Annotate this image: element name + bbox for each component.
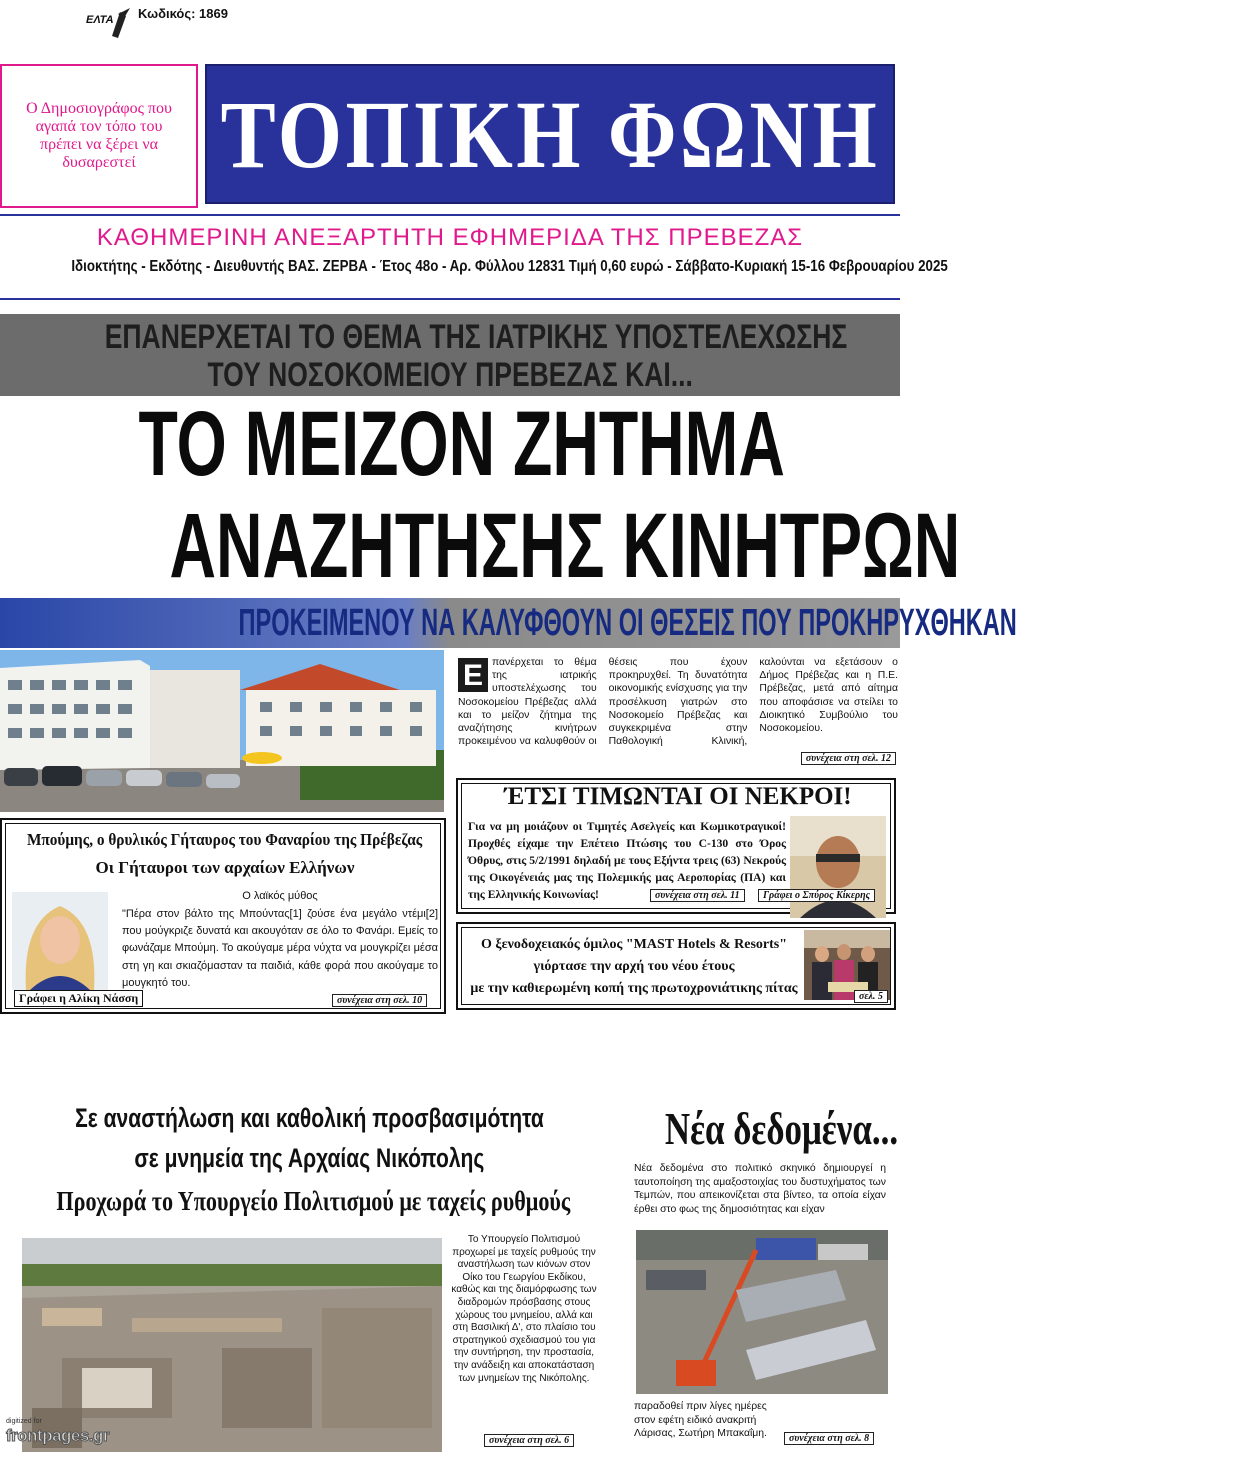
nikopolis-title bbox=[0, 1098, 618, 1178]
top-rule bbox=[0, 214, 900, 216]
motto-box bbox=[0, 64, 198, 208]
nikopolis-body: Το Υπουργείο Πολιτισμού προχωρεί με ταχείς ρυθμούς την αναστήλωση των κιόνων στον Οίκο του Γεωργίου Εκδίκου, καθώς και της διαμόρφωσης των διαδρομών πρόσβασης στους χώρους του μνημείου, αλλά και στη Βασιλική Δ', στο πλαίσιο του στρατηγικού σχεδιασμού του για την συντήρηση, την προστασία, την ανάδειξη και αποκατάσταση των μνημείων της Νικόπολης. bbox=[451, 1234, 597, 1384]
mast-text bbox=[464, 934, 804, 1000]
nikopolis-photo bbox=[22, 1238, 442, 1452]
headline-deck-text: ΠΡΟΚΕΙΜΕΝΟΥ ΝΑ ΚΑΛΥΦΘΟΥΝ ΟΙ ΘΕΣΕΙΣ ΠΟΥ ΠΡΟΚΗΡΥΧΘΗΚΑΝ bbox=[238, 602, 1017, 644]
motto-text: Ο Δημοσιογράφος που αγαπά τον τόπο του πρέπει να ξέρει να δυσαρεστεί bbox=[26, 100, 172, 171]
myth-title-2: Οι Γήταυροι των αρχαίων Ελλήνων bbox=[95, 858, 355, 877]
issue-info-line bbox=[0, 258, 948, 276]
dead-box bbox=[456, 778, 896, 914]
author-photo-nassi bbox=[12, 892, 108, 990]
myth-title-1-text: Μπούμης, ο θρυλικός Γήταυρος του Φαναρίου της Πρέβεζας bbox=[27, 830, 423, 849]
dead-title: ΈΤΣΙ ΤΙΜΩΝΤΑΙ ΟΙ ΝΕΚΡΟΙ! bbox=[504, 783, 852, 810]
nikopolis-subtitle-text: Προχωρά το Υπουργείο Πολιτισμού με ταχείς ρυθμούς bbox=[56, 1186, 571, 1216]
dead-continued-link[interactable]: συνέχεια στη σελ. 11 bbox=[650, 889, 745, 902]
issue-info-text: Ιδιοκτήτης - Εκδότης - Διευθυντής ΒΑΣ. ΖΕΡΒΑ - Έτος 48ο - Αρ. Φύλλου 12831 Τιμή 0,60 ευρώ - Σάββατο-Κυριακή 15-16 Φεβρουαρίου 2025 bbox=[71, 258, 948, 275]
myth-title-1 bbox=[2, 830, 448, 850]
masthead-title: ΤΟΠΙΚΗ ΦΩΝΗ bbox=[220, 80, 880, 188]
mast-line-1: Ο ξενοδοχειακός όμιλος "MAST Hotels & Resorts" bbox=[480, 937, 787, 952]
headline-kicker bbox=[0, 314, 900, 396]
myth-box bbox=[0, 818, 446, 1014]
dead-line-1: Για να μη μοιάζουν οι Τιμητές Ασελγείς και Κωμικοτραγικοί! bbox=[468, 820, 786, 833]
myth-continued-link[interactable]: συνέχεια στη σελ. 10 bbox=[332, 994, 427, 1007]
dead-author: Γράφει ο Σπύρος Κίκερης bbox=[758, 889, 875, 902]
headline-line-2-text: ΑΝΑΖΗΤΗΣΗΣ ΚΙΝΗΤΡΩΝ bbox=[169, 495, 961, 597]
myth-subhead: Ο λαϊκός μύθος bbox=[242, 890, 318, 902]
author-photo bbox=[790, 816, 886, 918]
nikopolis-subtitle bbox=[0, 1186, 618, 1217]
digitized-label: digitized for bbox=[6, 1418, 42, 1425]
nikopolis-title-line-1: Σε αναστήλωση και καθολική προσβασιμότητα bbox=[74, 1103, 544, 1133]
headline-line-1 bbox=[0, 394, 900, 494]
myth-body: "Πέρα στον βάλτο της Μπούντας[1] ζούσε ένα μεγάλο ντέμι[2] που μούγκριζε δυνατά και ακουγόταν σε όλο το Φανάρι. Εμείς το φωνάζαμε Μπούμη. Το ακούγαμε μέρα νύχτα να μουγκρίζει μέσα στη γη και σκιαζόμασταν τα παιδιά, κάθε φορά που ακούγαμε το μουγκητό του. bbox=[122, 908, 438, 989]
new-data-body: Νέα δεδομένα στο πολιτικό σκηνικό δημιουργεί η ταυτοποίηση της αμαξοστοιχίας του δυστυχήματος των Τεμπών, που απεικονίζεται στα βίντεο, τα οποία είχαν έρθει στο φως της δημοσιότητας και είχαν bbox=[634, 1163, 886, 1215]
kicker-line-1: ΕΠΑΝΕΡΧΕΤΑΙ ΤΟ ΘΕΜΑ ΤΗΣ ΙΑΤΡΙΚΗΣ ΥΠΟΣΤΕΛΕΧΩΣΗΣ bbox=[104, 318, 848, 356]
bottom-rule bbox=[0, 298, 900, 300]
lead-text-2: Τη δυνατότητα οικονομικής ενίσχυσης για την προσέλκυση γιατρών στο Νοσοκομείο Πρέβεζας και συγκεκριμένα στην Παθολογική Κλινική, καλούνται να εξετάσουν ο Δήμος Πρέβεζας και η Π.Ε. Πρέβεζας, μετά από αίτημα που αποφάσισε να στείλει το Διοικητικό Συμβούλιο του Νοσοκομείου. bbox=[608, 657, 898, 748]
mast-line-3: με την καθιερωμένη κοπή της πρωτοχρονιάτικης πίτας bbox=[470, 981, 798, 996]
mast-page-link[interactable]: σελ. 5 bbox=[854, 990, 888, 1003]
lead-continued-link[interactable]: συνέχεια στη σελ. 12 bbox=[801, 752, 896, 765]
elta-logo bbox=[82, 6, 132, 40]
myth-author: Γράφει η Αλίκη Νάσση bbox=[14, 990, 143, 1007]
dropcap: Ε bbox=[458, 658, 488, 692]
new-data-body-2: παραδοθεί πριν λίγες ημέρες στον εφέτη ειδικό ανακριτή Λάρισας, Σωτήρη Μπακαΐμη. bbox=[634, 1401, 767, 1440]
headline-deck bbox=[0, 598, 1017, 648]
kicker-line-2: ΤΟΥ ΝΟΣΟΚΟΜΕΙΟΥ ΠΡΕΒΕΖΑΣ ΚΑΙ... bbox=[207, 356, 693, 394]
headline-line-1-text: ΤΟ ΜΕΙΖΟΝ ΖΗΤΗΜΑ bbox=[138, 393, 785, 495]
hospital-photo bbox=[0, 650, 444, 812]
paper-code: Κωδικός: 1869 bbox=[138, 6, 228, 21]
elta-logo-text: ΕΛΤΑ bbox=[86, 14, 114, 26]
paper-subtitle: ΚΑΘΗΜΕΡΙΝΗ ΑΝΕΞΑΡΤΗΤΗ ΕΦΗΜΕΡΙΔΑ ΤΗΣ ΠΡΕΒΕΖΑΣ bbox=[96, 224, 804, 251]
train-crash-photo bbox=[636, 1230, 888, 1394]
nikopolis-continued-link[interactable]: συνέχεια στη σελ. 6 bbox=[484, 1434, 574, 1447]
new-data-title-text: Νέα δεδομένα... bbox=[664, 1103, 899, 1154]
new-data-title bbox=[628, 1102, 900, 1155]
mast-line-2: γιόρτασε την αρχή του νέου έτους bbox=[533, 959, 735, 974]
mast-box bbox=[456, 922, 896, 1010]
new-data-continued-link[interactable]: συνέχεια στη σελ. 8 bbox=[784, 1432, 874, 1445]
nikopolis-title-line-2: σε μνημεία της Αρχαίας Νικόπολης bbox=[133, 1143, 485, 1173]
headline-line-2 bbox=[0, 495, 961, 597]
frontpages-watermark: frontpages.gr bbox=[6, 1426, 110, 1445]
lead-text-1: πανέρχεται το θέμα της ιατρικής υποστελέχωσης του Νοσοκομείου Πρέβεζας αλλά και το μείζον ζήτημα της αναζήτησης κινήτρων προκειμένου να καλυφθούν οι θέσεις που έχουν προκηρυχθεί. bbox=[458, 657, 748, 748]
dead-line-2: Προχθές είχαμε την Επέτειο Πτώσης του C-130 στο Όρος Όθρυς, στις 5/2/1991 δηλαδή με τους Εξήντα τρεις (63) Νεκρούς της Οικογένειάς μας της Πολεμικής μας Αεροπορίας (ΠΑ) και της Ελληνικής Κοινωνίας! bbox=[468, 837, 786, 901]
masthead bbox=[205, 64, 895, 204]
